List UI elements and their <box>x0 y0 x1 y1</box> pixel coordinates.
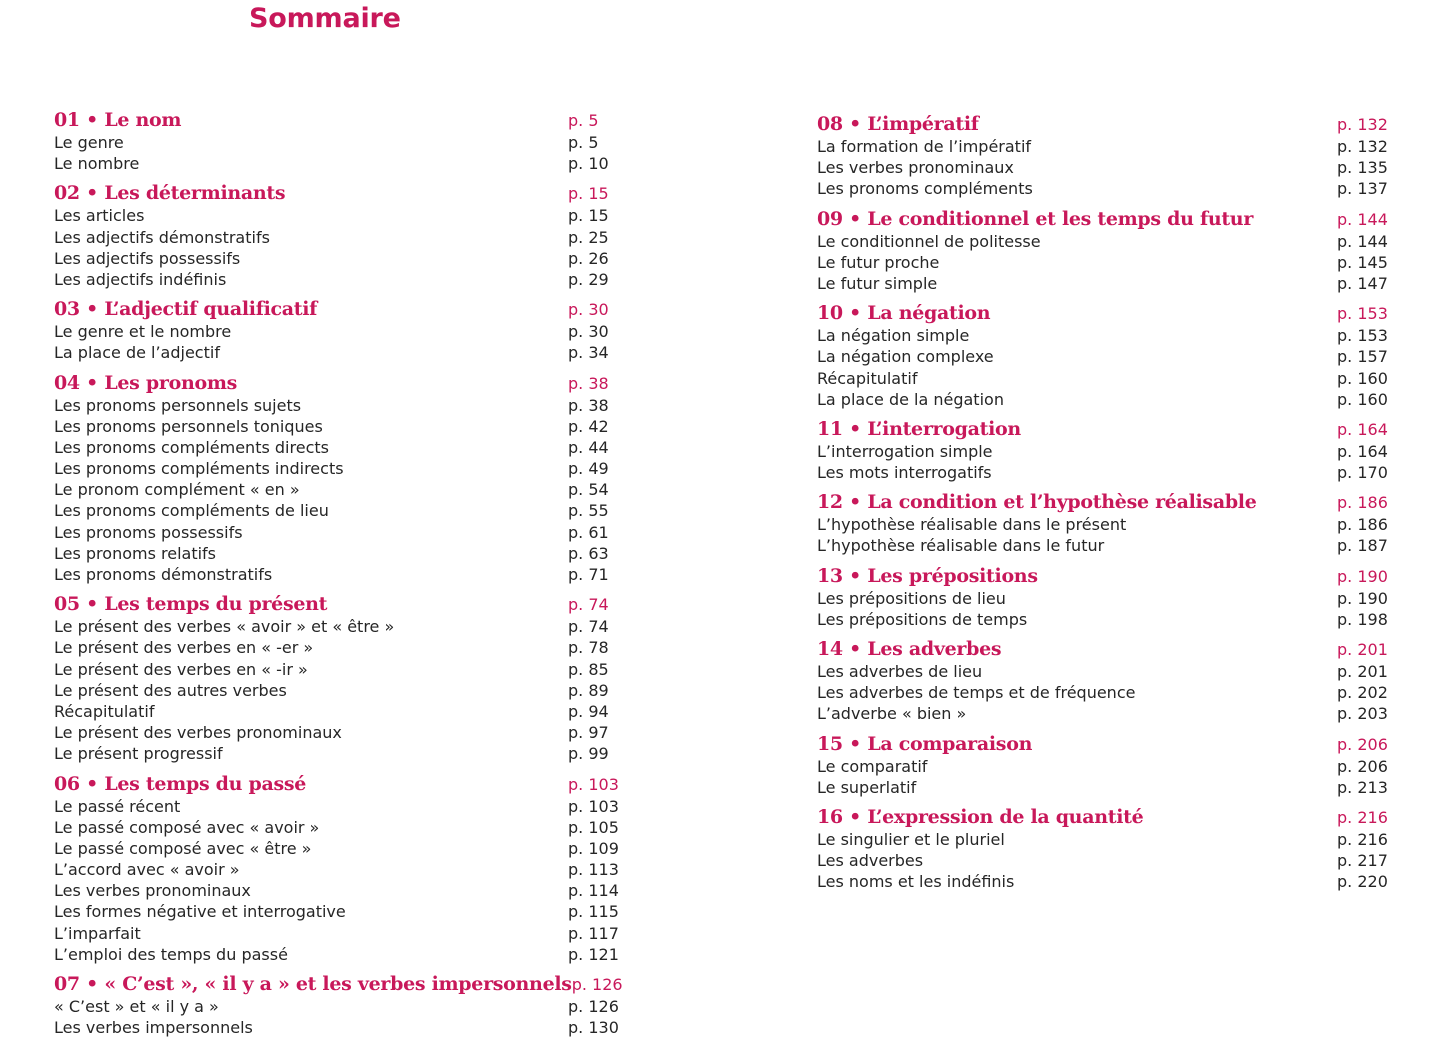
entry-page: p. 206 <box>1337 756 1388 776</box>
entry-page: p. 5 <box>568 133 599 152</box>
entry-page: p. 160 <box>1337 389 1388 409</box>
entry-label: Le présent des verbes « avoir » et « être » <box>54 617 395 637</box>
toc-chapter <box>54 592 614 764</box>
entry-page: p. 55 <box>568 501 609 521</box>
entry-page: p. 198 <box>1337 609 1388 629</box>
entry-page: p. 117 <box>568 923 619 943</box>
entry-page: p. 135 <box>1337 158 1388 178</box>
entry-page: p. 85 <box>568 659 609 679</box>
entry-page: p. 94 <box>568 701 609 721</box>
entry-page: p. 217 <box>1337 851 1388 871</box>
toc-column-right <box>817 112 1388 893</box>
entry-label: L’imparfait <box>54 923 141 943</box>
entry-page: p. 105 <box>568 817 619 837</box>
chapter-title <box>817 637 1001 661</box>
entry-page: p. 26 <box>568 248 609 268</box>
entry-label: Les verbes pronominaux <box>817 158 1014 178</box>
chapter-heading[interactable] <box>817 732 1388 756</box>
chapter-heading[interactable] <box>817 301 1388 325</box>
entry-label: Le pronom complément « en » <box>54 480 300 500</box>
entry-page: p. 78 <box>568 638 609 658</box>
entry-page: p. 202 <box>1337 683 1388 703</box>
toc-chapter <box>54 371 614 586</box>
chapter-number: 14 <box>817 638 843 660</box>
entry-page: p. 99 <box>568 744 609 764</box>
entry-page: p. 187 <box>1337 536 1388 556</box>
entry-page: p. 160 <box>1337 368 1388 388</box>
entry-page: p. 213 <box>1337 777 1388 797</box>
chapter-bullet: • <box>842 564 868 587</box>
chapter-heading[interactable] <box>817 207 1388 231</box>
toc-chapter <box>54 297 614 363</box>
toc-entry[interactable] <box>54 269 614 290</box>
chapter-bullet: • <box>842 638 868 660</box>
chapter-title <box>54 108 181 132</box>
chapter-title <box>54 181 285 205</box>
entry-label: Le passé récent <box>54 796 181 816</box>
chapter-title <box>54 592 327 616</box>
chapter-title-text: La condition et l’hypothèse réalisable <box>867 491 1257 514</box>
chapter-page: p. 190 <box>1337 566 1388 586</box>
chapter-title <box>54 772 306 796</box>
entry-label: Les mots interrogatifs <box>817 463 992 483</box>
toc-entry[interactable] <box>54 205 614 226</box>
toc-entry[interactable] <box>817 389 1388 410</box>
entry-label: Le conditionnel de politesse <box>817 231 1041 251</box>
entry-label: Les pronoms démonstratifs <box>54 565 273 584</box>
chapter-title-text: L’adjectif qualificatif <box>104 298 318 321</box>
toc-entry[interactable] <box>817 157 1388 178</box>
toc-column-left <box>54 108 623 1038</box>
entry-page: p. 49 <box>568 459 609 479</box>
toc-entry[interactable] <box>54 743 614 764</box>
chapter-title-text: L’expression de la quantité <box>867 805 1144 828</box>
entry-label: L’hypothèse réalisable dans le futur <box>817 536 1105 556</box>
toc-entry[interactable] <box>817 661 1388 682</box>
toc-entry[interactable] <box>817 682 1388 703</box>
toc-chapter <box>817 637 1388 725</box>
chapter-title-text: Les pronoms <box>104 371 238 394</box>
entry-page: p. 97 <box>568 723 609 743</box>
toc-chapter <box>817 207 1388 295</box>
chapter-number: 12 <box>817 491 843 514</box>
chapter-title-text: « C’est », « il y a » et les verbes impersonnels <box>104 973 572 995</box>
chapter-title-text: L’interrogation <box>867 417 1021 440</box>
toc-entry[interactable] <box>817 325 1388 346</box>
entry-label: Les pronoms compléments <box>817 179 1033 199</box>
toc-entry[interactable] <box>817 777 1388 798</box>
toc-chapter <box>54 972 623 1038</box>
chapter-page: p. 153 <box>1337 304 1388 324</box>
entry-label: La place de la négation <box>817 389 1004 409</box>
entry-label: La formation de l’impératif <box>817 137 1032 156</box>
entry-label: Les adverbes de lieu <box>817 662 983 681</box>
chapter-heading[interactable] <box>817 564 1388 588</box>
toc-entry[interactable] <box>817 231 1388 252</box>
toc-entry[interactable] <box>54 923 619 944</box>
entry-label: L’hypothèse réalisable dans le présent <box>817 515 1127 535</box>
chapter-number: 15 <box>817 732 843 755</box>
entry-page: p. 190 <box>1337 588 1388 608</box>
chapter-title-text: La négation <box>867 302 991 325</box>
chapter-number: 07 <box>54 973 80 995</box>
chapter-bullet: • <box>842 207 868 230</box>
toc-entry[interactable] <box>817 829 1388 850</box>
chapter-heading[interactable] <box>54 972 623 996</box>
chapter-heading[interactable] <box>817 490 1388 514</box>
entry-page: p. 54 <box>568 480 609 500</box>
chapter-heading[interactable] <box>54 371 614 395</box>
entry-page: p. 170 <box>1337 463 1388 483</box>
entry-page: p. 113 <box>568 860 619 880</box>
chapter-number: 04 <box>54 371 80 394</box>
toc-chapter <box>54 181 614 290</box>
toc-entry[interactable] <box>54 659 614 680</box>
toc-entry[interactable] <box>54 1017 619 1038</box>
chapter-heading[interactable] <box>54 181 614 205</box>
entry-label: Les verbes pronominaux <box>54 881 251 901</box>
entry-page: p. 71 <box>568 565 609 584</box>
chapter-heading[interactable] <box>54 772 619 796</box>
toc-entry[interactable] <box>54 342 614 363</box>
entry-label: Le genre et le nombre <box>54 322 232 342</box>
entry-page: p. 63 <box>568 543 609 563</box>
chapter-title-text: Le nom <box>104 109 182 131</box>
entry-label: Le futur simple <box>817 273 938 293</box>
entry-page: p. 216 <box>1337 829 1388 849</box>
chapter-number: 05 <box>54 593 80 616</box>
entry-page: p. 30 <box>568 322 609 342</box>
entry-label: Le comparatif <box>817 756 928 776</box>
chapter-page: p. 126 <box>571 975 623 994</box>
entry-label: « C’est » et « il y a » <box>54 997 219 1016</box>
chapter-number: 10 <box>817 302 843 325</box>
entry-label: Récapitulatif <box>817 368 918 388</box>
toc-entry[interactable] <box>817 756 1388 777</box>
chapter-title-text: Le conditionnel et les temps du futur <box>867 207 1254 230</box>
toc-entry[interactable] <box>54 458 614 479</box>
toc-entry[interactable] <box>817 514 1388 535</box>
chapter-page: p. 186 <box>1337 493 1388 513</box>
entry-label: Les adjectifs possessifs <box>54 248 241 268</box>
chapter-bullet: • <box>842 113 868 135</box>
toc-entry[interactable] <box>54 859 619 880</box>
toc-entry[interactable] <box>54 901 619 922</box>
entry-label: La négation complexe <box>817 347 994 367</box>
chapter-page: p. 30 <box>568 300 609 320</box>
chapter-page: p. 38 <box>568 373 609 393</box>
chapter-heading[interactable] <box>817 805 1388 829</box>
toc-chapter <box>817 564 1388 630</box>
entry-label: Les formes négative et interrogative <box>54 902 346 922</box>
entry-page: p. 130 <box>568 1018 619 1038</box>
toc-chapter <box>817 490 1388 556</box>
toc-entry[interactable] <box>54 395 614 416</box>
chapter-page: p. 144 <box>1337 209 1388 229</box>
toc-entry[interactable] <box>817 850 1388 871</box>
entry-label: Le présent progressif <box>54 744 223 764</box>
toc-entry[interactable] <box>54 616 614 637</box>
chapter-title <box>817 207 1253 231</box>
entry-label: Les pronoms compléments directs <box>54 437 329 457</box>
entry-page: p. 201 <box>1337 662 1388 681</box>
entry-label: Les adjectifs démonstratifs <box>54 227 270 247</box>
chapter-title-text: Les temps du passé <box>104 772 307 795</box>
toc-chapter <box>817 301 1388 410</box>
entry-page: p. 25 <box>568 227 609 247</box>
entry-page: p. 44 <box>568 437 609 457</box>
chapter-bullet: • <box>842 417 868 440</box>
toc-entry[interactable] <box>54 500 614 521</box>
chapter-bullet: • <box>79 182 105 205</box>
toc-entry[interactable] <box>54 817 619 838</box>
toc-entry[interactable] <box>54 132 614 153</box>
entry-page: p. 74 <box>568 617 609 637</box>
toc-entry[interactable] <box>54 479 614 500</box>
chapter-bullet: • <box>79 772 105 795</box>
entry-page: p. 157 <box>1337 347 1388 367</box>
chapter-heading[interactable] <box>817 112 1388 136</box>
entry-page: p. 61 <box>568 522 609 542</box>
toc-entry[interactable] <box>54 564 614 585</box>
entry-label: Le genre <box>54 133 124 152</box>
entry-label: Les adverbes <box>817 851 924 871</box>
entry-page: p. 10 <box>568 154 609 174</box>
chapter-bullet: • <box>842 302 868 325</box>
chapter-page: p. 206 <box>1337 734 1388 754</box>
chapter-number: 06 <box>54 772 80 795</box>
toc-entry[interactable] <box>54 543 614 564</box>
chapter-number: 13 <box>817 564 843 587</box>
entry-page: p. 109 <box>568 838 619 858</box>
toc-entry[interactable] <box>54 722 614 743</box>
toc-entry[interactable] <box>817 252 1388 273</box>
toc-entry[interactable] <box>817 871 1388 892</box>
chapter-title-text: Les déterminants <box>104 182 286 205</box>
toc-entry[interactable] <box>54 796 619 817</box>
chapter-page: p. 201 <box>1337 640 1388 659</box>
chapter-number: 11 <box>817 417 843 440</box>
chapter-title-text: L’impératif <box>867 113 979 135</box>
toc-entry[interactable] <box>54 321 614 342</box>
chapter-bullet: • <box>79 109 105 131</box>
toc-entry[interactable] <box>54 680 614 701</box>
entry-label: Les adverbes de temps et de fréquence <box>817 683 1136 703</box>
entry-page: p. 145 <box>1337 252 1388 272</box>
chapter-bullet: • <box>79 973 105 995</box>
chapter-number: 01 <box>54 109 80 131</box>
entry-page: p. 15 <box>568 206 609 226</box>
entry-page: p. 137 <box>1337 179 1388 199</box>
entry-page: p. 147 <box>1337 273 1388 293</box>
chapter-page: p. 103 <box>568 774 619 794</box>
entry-page: p. 164 <box>1337 441 1388 461</box>
entry-page: p. 38 <box>568 395 609 415</box>
toc-entry[interactable] <box>54 637 614 658</box>
chapter-title <box>817 417 1021 441</box>
entry-page: p. 153 <box>1337 326 1388 346</box>
toc-entry[interactable] <box>817 178 1388 199</box>
chapter-title-text: La comparaison <box>867 732 1033 755</box>
chapter-title <box>817 490 1257 514</box>
chapter-page: p. 15 <box>568 184 609 204</box>
entry-label: Le nombre <box>54 154 140 174</box>
entry-page: p. 42 <box>568 416 609 436</box>
entry-label: La place de l’adjectif <box>54 343 220 363</box>
entry-label: Le superlatif <box>817 777 917 797</box>
entry-page: p. 203 <box>1337 704 1388 724</box>
entry-page: p. 114 <box>568 881 619 901</box>
chapter-title-text: Les adverbes <box>867 638 1002 660</box>
chapter-heading[interactable] <box>817 417 1388 441</box>
chapter-title <box>817 112 979 136</box>
chapter-title <box>54 297 317 321</box>
chapter-number: 16 <box>817 805 843 828</box>
entry-label: L’interrogation simple <box>817 441 993 461</box>
entry-label: L’accord avec « avoir » <box>54 860 240 880</box>
entry-page: p. 89 <box>568 680 609 700</box>
entry-page: p. 186 <box>1337 515 1388 535</box>
entry-label: Le présent des verbes en « -ir » <box>54 659 308 679</box>
chapter-heading[interactable] <box>817 637 1388 661</box>
entry-label: Le singulier et le pluriel <box>817 829 1005 849</box>
toc-entry[interactable] <box>54 416 614 437</box>
chapter-title <box>817 732 1032 756</box>
chapter-number: 02 <box>54 182 80 205</box>
toc-chapter <box>817 732 1388 798</box>
toc-entry[interactable] <box>817 462 1388 483</box>
entry-label: Le passé composé avec « avoir » <box>54 817 320 837</box>
entry-label: Les pronoms compléments de lieu <box>54 501 329 521</box>
chapter-title <box>817 564 1038 588</box>
chapter-number: 09 <box>817 207 843 230</box>
entry-label: Les pronoms possessifs <box>54 522 243 542</box>
chapter-bullet: • <box>842 732 868 755</box>
chapter-page: p. 74 <box>568 595 609 615</box>
entry-page: p. 220 <box>1337 872 1388 892</box>
chapter-page: p. 216 <box>1337 807 1388 827</box>
toc-chapter <box>54 772 619 966</box>
toc-entry[interactable] <box>817 346 1388 367</box>
toc-entry[interactable] <box>54 838 619 859</box>
entry-label: Les prépositions de lieu <box>817 588 1006 608</box>
chapter-page: p. 132 <box>1337 115 1388 134</box>
toc-entry[interactable] <box>817 441 1388 462</box>
entry-label: Les pronoms personnels sujets <box>54 395 302 415</box>
entry-page: p. 115 <box>568 902 619 922</box>
toc-entry[interactable] <box>54 248 614 269</box>
chapter-bullet: • <box>842 491 868 514</box>
chapter-bullet: • <box>79 371 105 394</box>
chapter-bullet: • <box>79 298 105 321</box>
toc-chapter <box>817 805 1388 893</box>
entry-label: Le passé composé avec « être » <box>54 838 312 858</box>
page-title: Sommaire <box>249 3 401 34</box>
toc-chapter <box>817 112 1388 200</box>
toc-entry[interactable] <box>817 609 1388 630</box>
entry-page: p. 103 <box>568 796 619 816</box>
toc-entry[interactable] <box>54 153 614 174</box>
toc-entry[interactable] <box>817 535 1388 556</box>
chapter-heading[interactable] <box>54 297 614 321</box>
chapter-page: p. 5 <box>568 111 599 130</box>
entry-page: p. 34 <box>568 343 609 363</box>
entry-label: Le présent des verbes pronominaux <box>54 723 342 743</box>
chapter-number: 08 <box>817 113 843 135</box>
chapter-heading[interactable] <box>54 592 614 616</box>
chapter-bullet: • <box>79 593 105 616</box>
toc-entry[interactable] <box>54 701 614 722</box>
entry-label: Les noms et les indéfinis <box>817 872 1015 892</box>
chapter-page: p. 164 <box>1337 419 1388 439</box>
toc-entry[interactable] <box>54 227 614 248</box>
toc-entry[interactable] <box>54 944 619 965</box>
entry-page: p. 126 <box>568 997 619 1016</box>
chapter-title-text: Les temps du présent <box>104 593 328 616</box>
entry-label: Les pronoms relatifs <box>54 543 217 563</box>
toc-entry[interactable] <box>817 273 1388 294</box>
entry-label: Le futur proche <box>817 252 940 272</box>
entry-page: p. 121 <box>568 944 619 964</box>
entry-label: L’adverbe « bien » <box>817 704 967 724</box>
entry-page: p. 29 <box>568 269 609 289</box>
toc-entry[interactable] <box>54 522 614 543</box>
entry-label: Les pronoms personnels toniques <box>54 416 323 436</box>
chapter-title <box>817 805 1143 829</box>
entry-label: L’emploi des temps du passé <box>54 944 288 964</box>
chapter-title-text: Les prépositions <box>867 564 1038 587</box>
entry-label: Le présent des verbes en « -er » <box>54 638 314 658</box>
entry-label: Récapitulatif <box>54 701 155 721</box>
toc-entry[interactable] <box>817 703 1388 724</box>
entry-label: La négation simple <box>817 326 970 346</box>
toc-chapter <box>817 417 1388 483</box>
entry-label: Les pronoms compléments indirects <box>54 459 344 479</box>
entry-label: Les verbes impersonnels <box>54 1018 253 1038</box>
toc-entry[interactable] <box>817 588 1388 609</box>
entry-label: Le présent des autres verbes <box>54 680 287 700</box>
entry-label: Les prépositions de temps <box>817 609 1028 629</box>
toc-chapter <box>54 108 614 174</box>
toc-entry[interactable] <box>54 996 619 1017</box>
toc-entry[interactable] <box>54 880 619 901</box>
chapter-title <box>817 301 990 325</box>
chapter-number: 03 <box>54 298 80 321</box>
entry-label: Les adjectifs indéfinis <box>54 269 227 289</box>
entry-label: Les articles <box>54 206 145 226</box>
toc-entry[interactable] <box>54 437 614 458</box>
toc-entry[interactable] <box>817 136 1388 157</box>
entry-page: p. 132 <box>1337 137 1388 156</box>
chapter-heading[interactable] <box>54 108 614 132</box>
entry-page: p. 144 <box>1337 231 1388 251</box>
chapter-bullet: • <box>842 805 868 828</box>
chapter-title <box>54 972 572 996</box>
toc-entry[interactable] <box>817 368 1388 389</box>
chapter-title <box>54 371 237 395</box>
